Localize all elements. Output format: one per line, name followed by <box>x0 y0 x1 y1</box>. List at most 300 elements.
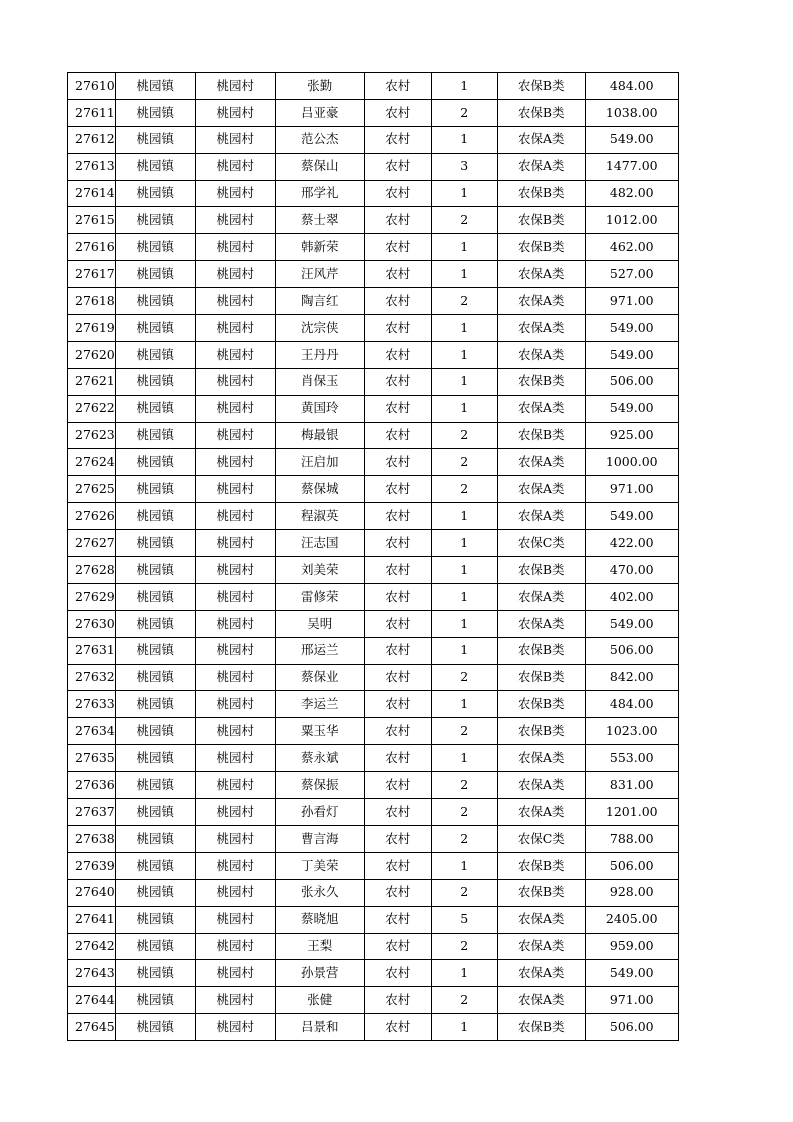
household-type-cell: 农村 <box>364 664 431 691</box>
village-cell: 桃园村 <box>195 664 275 691</box>
name-cell: 蔡晓旭 <box>275 906 364 933</box>
record-id-cell: 27620 <box>68 341 116 368</box>
member-count-cell: 2 <box>431 718 497 745</box>
town-cell: 桃园镇 <box>115 852 195 879</box>
town-cell: 桃园镇 <box>115 126 195 153</box>
member-count-cell: 2 <box>431 449 497 476</box>
amount-cell: 971.00 <box>585 288 678 315</box>
record-id-cell: 27615 <box>68 207 116 234</box>
household-type-cell: 农村 <box>364 1014 431 1041</box>
amount-cell: 482.00 <box>585 180 678 207</box>
town-cell: 桃园镇 <box>115 879 195 906</box>
table-row <box>68 73 679 100</box>
household-type-cell: 农村 <box>364 987 431 1014</box>
village-cell: 桃园村 <box>195 315 275 342</box>
amount-cell: 971.00 <box>585 987 678 1014</box>
town-cell: 桃园镇 <box>115 99 195 126</box>
household-type-cell: 农村 <box>364 610 431 637</box>
household-type-cell: 农村 <box>364 99 431 126</box>
table-row <box>68 637 679 664</box>
village-cell: 桃园村 <box>195 261 275 288</box>
town-cell: 桃园镇 <box>115 288 195 315</box>
table-row <box>68 395 679 422</box>
name-cell: 吕亚豪 <box>275 99 364 126</box>
table-row <box>68 825 679 852</box>
category-cell: 农保B类 <box>497 234 585 261</box>
category-cell: 农保A类 <box>497 799 585 826</box>
record-id-cell: 27640 <box>68 879 116 906</box>
name-cell: 韩新荣 <box>275 234 364 261</box>
household-type-cell: 农村 <box>364 153 431 180</box>
amount-cell: 959.00 <box>585 933 678 960</box>
village-cell: 桃园村 <box>195 799 275 826</box>
amount-cell: 527.00 <box>585 261 678 288</box>
category-cell: 农保B类 <box>497 691 585 718</box>
record-id-cell: 27621 <box>68 368 116 395</box>
town-cell: 桃园镇 <box>115 825 195 852</box>
record-id-cell: 27636 <box>68 772 116 799</box>
village-cell: 桃园村 <box>195 530 275 557</box>
member-count-cell: 1 <box>431 503 497 530</box>
village-cell: 桃园村 <box>195 557 275 584</box>
amount-cell: 462.00 <box>585 234 678 261</box>
village-cell: 桃园村 <box>195 1014 275 1041</box>
household-type-cell: 农村 <box>364 395 431 422</box>
name-cell: 王丹丹 <box>275 341 364 368</box>
name-cell: 孙景营 <box>275 960 364 987</box>
category-cell: 农保A类 <box>497 288 585 315</box>
amount-cell: 1000.00 <box>585 449 678 476</box>
table-row <box>68 368 679 395</box>
member-count-cell: 1 <box>431 583 497 610</box>
category-cell: 农保A类 <box>497 960 585 987</box>
table-row <box>68 987 679 1014</box>
town-cell: 桃园镇 <box>115 987 195 1014</box>
town-cell: 桃园镇 <box>115 799 195 826</box>
village-cell: 桃园村 <box>195 906 275 933</box>
village-cell: 桃园村 <box>195 395 275 422</box>
member-count-cell: 2 <box>431 933 497 960</box>
household-type-cell: 农村 <box>364 960 431 987</box>
household-type-cell: 农村 <box>364 422 431 449</box>
household-type-cell: 农村 <box>364 852 431 879</box>
category-cell: 农保A类 <box>497 315 585 342</box>
name-cell: 汪启加 <box>275 449 364 476</box>
category-cell: 农保A类 <box>497 583 585 610</box>
household-type-cell: 农村 <box>364 315 431 342</box>
table-row <box>68 261 679 288</box>
town-cell: 桃园镇 <box>115 261 195 288</box>
category-cell: 农保B类 <box>497 99 585 126</box>
household-type-cell: 农村 <box>364 234 431 261</box>
name-cell: 丁美荣 <box>275 852 364 879</box>
amount-cell: 971.00 <box>585 476 678 503</box>
member-count-cell: 1 <box>431 1014 497 1041</box>
name-cell: 邢学礼 <box>275 180 364 207</box>
table-row <box>68 933 679 960</box>
category-cell: 农保B类 <box>497 879 585 906</box>
household-type-cell: 农村 <box>364 637 431 664</box>
category-cell: 农保B类 <box>497 422 585 449</box>
amount-cell: 549.00 <box>585 395 678 422</box>
amount-cell: 549.00 <box>585 341 678 368</box>
record-id-cell: 27637 <box>68 799 116 826</box>
household-type-cell: 农村 <box>364 557 431 584</box>
amount-cell: 2405.00 <box>585 906 678 933</box>
amount-cell: 549.00 <box>585 126 678 153</box>
member-count-cell: 1 <box>431 341 497 368</box>
village-cell: 桃园村 <box>195 825 275 852</box>
table-row <box>68 557 679 584</box>
name-cell: 张永久 <box>275 879 364 906</box>
town-cell: 桃园镇 <box>115 960 195 987</box>
table-row <box>68 879 679 906</box>
member-count-cell: 2 <box>431 799 497 826</box>
name-cell: 张健 <box>275 987 364 1014</box>
member-count-cell: 1 <box>431 691 497 718</box>
record-id-cell: 27625 <box>68 476 116 503</box>
member-count-cell: 2 <box>431 664 497 691</box>
category-cell: 农保B类 <box>497 557 585 584</box>
category-cell: 农保B类 <box>497 207 585 234</box>
village-cell: 桃园村 <box>195 933 275 960</box>
table-row <box>68 1014 679 1041</box>
amount-cell: 1201.00 <box>585 799 678 826</box>
name-cell: 曹言海 <box>275 825 364 852</box>
category-cell: 农保A类 <box>497 126 585 153</box>
amount-cell: 506.00 <box>585 852 678 879</box>
town-cell: 桃园镇 <box>115 395 195 422</box>
category-cell: 农保B类 <box>497 180 585 207</box>
amount-cell: 402.00 <box>585 583 678 610</box>
table-row <box>68 664 679 691</box>
town-cell: 桃园镇 <box>115 718 195 745</box>
member-count-cell: 2 <box>431 987 497 1014</box>
amount-cell: 925.00 <box>585 422 678 449</box>
table-row <box>68 341 679 368</box>
household-type-cell: 农村 <box>364 503 431 530</box>
member-count-cell: 1 <box>431 73 497 100</box>
town-cell: 桃园镇 <box>115 449 195 476</box>
village-cell: 桃园村 <box>195 852 275 879</box>
record-id-cell: 27643 <box>68 960 116 987</box>
member-count-cell: 2 <box>431 422 497 449</box>
member-count-cell: 1 <box>431 368 497 395</box>
household-type-cell: 农村 <box>364 691 431 718</box>
data-table <box>67 72 679 1041</box>
record-id-cell: 27632 <box>68 664 116 691</box>
household-type-cell: 农村 <box>364 799 431 826</box>
member-count-cell: 2 <box>431 207 497 234</box>
table-row <box>68 422 679 449</box>
village-cell: 桃园村 <box>195 610 275 637</box>
record-id-cell: 27642 <box>68 933 116 960</box>
name-cell: 蔡士翠 <box>275 207 364 234</box>
table-row <box>68 503 679 530</box>
household-type-cell: 农村 <box>364 745 431 772</box>
record-id-cell: 27634 <box>68 718 116 745</box>
record-id-cell: 27627 <box>68 530 116 557</box>
village-cell: 桃园村 <box>195 503 275 530</box>
name-cell: 孙看灯 <box>275 799 364 826</box>
town-cell: 桃园镇 <box>115 933 195 960</box>
table-row <box>68 476 679 503</box>
table-row <box>68 772 679 799</box>
member-count-cell: 1 <box>431 234 497 261</box>
household-type-cell: 农村 <box>364 718 431 745</box>
town-cell: 桃园镇 <box>115 368 195 395</box>
amount-cell: 928.00 <box>585 879 678 906</box>
household-type-cell: 农村 <box>364 288 431 315</box>
record-id-cell: 27612 <box>68 126 116 153</box>
amount-cell: 842.00 <box>585 664 678 691</box>
member-count-cell: 1 <box>431 557 497 584</box>
household-type-cell: 农村 <box>364 879 431 906</box>
name-cell: 汪志国 <box>275 530 364 557</box>
name-cell: 蔡保业 <box>275 664 364 691</box>
name-cell: 蔡保城 <box>275 476 364 503</box>
village-cell: 桃园村 <box>195 180 275 207</box>
amount-cell: 1477.00 <box>585 153 678 180</box>
household-type-cell: 农村 <box>364 207 431 234</box>
name-cell: 张勤 <box>275 73 364 100</box>
town-cell: 桃园镇 <box>115 341 195 368</box>
household-type-cell: 农村 <box>364 126 431 153</box>
table-body <box>68 73 679 1041</box>
amount-cell: 1012.00 <box>585 207 678 234</box>
village-cell: 桃园村 <box>195 288 275 315</box>
category-cell: 农保A类 <box>497 153 585 180</box>
town-cell: 桃园镇 <box>115 153 195 180</box>
member-count-cell: 2 <box>431 99 497 126</box>
table-row <box>68 99 679 126</box>
table-row <box>68 153 679 180</box>
member-count-cell: 1 <box>431 261 497 288</box>
category-cell: 农保B类 <box>497 637 585 664</box>
amount-cell: 549.00 <box>585 960 678 987</box>
amount-cell: 1023.00 <box>585 718 678 745</box>
town-cell: 桃园镇 <box>115 772 195 799</box>
amount-cell: 549.00 <box>585 315 678 342</box>
record-id-cell: 27610 <box>68 73 116 100</box>
name-cell: 沈宗侠 <box>275 315 364 342</box>
village-cell: 桃园村 <box>195 745 275 772</box>
village-cell: 桃园村 <box>195 422 275 449</box>
household-type-cell: 农村 <box>364 825 431 852</box>
village-cell: 桃园村 <box>195 368 275 395</box>
amount-cell: 422.00 <box>585 530 678 557</box>
household-type-cell: 农村 <box>364 530 431 557</box>
amount-cell: 549.00 <box>585 610 678 637</box>
member-count-cell: 1 <box>431 315 497 342</box>
name-cell: 梅最银 <box>275 422 364 449</box>
table-row <box>68 449 679 476</box>
member-count-cell: 1 <box>431 610 497 637</box>
village-cell: 桃园村 <box>195 126 275 153</box>
name-cell: 吴明 <box>275 610 364 637</box>
table-row <box>68 315 679 342</box>
village-cell: 桃园村 <box>195 207 275 234</box>
town-cell: 桃园镇 <box>115 906 195 933</box>
category-cell: 农保A类 <box>497 476 585 503</box>
record-id-cell: 27629 <box>68 583 116 610</box>
record-id-cell: 27626 <box>68 503 116 530</box>
table-row <box>68 530 679 557</box>
member-count-cell: 1 <box>431 745 497 772</box>
record-id-cell: 27633 <box>68 691 116 718</box>
village-cell: 桃园村 <box>195 987 275 1014</box>
record-id-cell: 27645 <box>68 1014 116 1041</box>
town-cell: 桃园镇 <box>115 180 195 207</box>
record-id-cell: 27639 <box>68 852 116 879</box>
name-cell: 吕景和 <box>275 1014 364 1041</box>
amount-cell: 484.00 <box>585 73 678 100</box>
town-cell: 桃园镇 <box>115 503 195 530</box>
category-cell: 农保B类 <box>497 852 585 879</box>
household-type-cell: 农村 <box>364 906 431 933</box>
amount-cell: 506.00 <box>585 368 678 395</box>
household-type-cell: 农村 <box>364 476 431 503</box>
table-row <box>68 583 679 610</box>
town-cell: 桃园镇 <box>115 530 195 557</box>
member-count-cell: 1 <box>431 180 497 207</box>
category-cell: 农保A类 <box>497 772 585 799</box>
town-cell: 桃园镇 <box>115 691 195 718</box>
category-cell: 农保B类 <box>497 664 585 691</box>
name-cell: 李运兰 <box>275 691 364 718</box>
name-cell: 雷修荣 <box>275 583 364 610</box>
category-cell: 农保A类 <box>497 341 585 368</box>
category-cell: 农保A类 <box>497 395 585 422</box>
record-id-cell: 27623 <box>68 422 116 449</box>
table-row <box>68 745 679 772</box>
category-cell: 农保A类 <box>497 745 585 772</box>
household-type-cell: 农村 <box>364 583 431 610</box>
village-cell: 桃园村 <box>195 772 275 799</box>
amount-cell: 549.00 <box>585 503 678 530</box>
category-cell: 农保C类 <box>497 530 585 557</box>
village-cell: 桃园村 <box>195 718 275 745</box>
category-cell: 农保A类 <box>497 610 585 637</box>
amount-cell: 553.00 <box>585 745 678 772</box>
household-type-cell: 农村 <box>364 341 431 368</box>
table-row <box>68 691 679 718</box>
amount-cell: 470.00 <box>585 557 678 584</box>
town-cell: 桃园镇 <box>115 583 195 610</box>
town-cell: 桃园镇 <box>115 73 195 100</box>
town-cell: 桃园镇 <box>115 234 195 261</box>
village-cell: 桃园村 <box>195 73 275 100</box>
record-id-cell: 27616 <box>68 234 116 261</box>
record-id-cell: 27631 <box>68 637 116 664</box>
record-id-cell: 27614 <box>68 180 116 207</box>
member-count-cell: 3 <box>431 153 497 180</box>
record-id-cell: 27628 <box>68 557 116 584</box>
table-row <box>68 288 679 315</box>
record-id-cell: 27635 <box>68 745 116 772</box>
member-count-cell: 1 <box>431 960 497 987</box>
name-cell: 黄国玲 <box>275 395 364 422</box>
town-cell: 桃园镇 <box>115 637 195 664</box>
household-type-cell: 农村 <box>364 449 431 476</box>
village-cell: 桃园村 <box>195 691 275 718</box>
member-count-cell: 2 <box>431 288 497 315</box>
name-cell: 范公杰 <box>275 126 364 153</box>
name-cell: 王梨 <box>275 933 364 960</box>
name-cell: 陶言红 <box>275 288 364 315</box>
town-cell: 桃园镇 <box>115 476 195 503</box>
record-id-cell: 27641 <box>68 906 116 933</box>
amount-cell: 506.00 <box>585 1014 678 1041</box>
village-cell: 桃园村 <box>195 960 275 987</box>
record-id-cell: 27622 <box>68 395 116 422</box>
category-cell: 农保C类 <box>497 825 585 852</box>
table-row <box>68 906 679 933</box>
village-cell: 桃园村 <box>195 99 275 126</box>
record-id-cell: 27618 <box>68 288 116 315</box>
amount-cell: 788.00 <box>585 825 678 852</box>
category-cell: 农保A类 <box>497 503 585 530</box>
village-cell: 桃园村 <box>195 637 275 664</box>
name-cell: 蔡永斌 <box>275 745 364 772</box>
town-cell: 桃园镇 <box>115 610 195 637</box>
amount-cell: 506.00 <box>585 637 678 664</box>
member-count-cell: 2 <box>431 476 497 503</box>
household-type-cell: 农村 <box>364 180 431 207</box>
name-cell: 肖保玉 <box>275 368 364 395</box>
household-type-cell: 农村 <box>364 772 431 799</box>
village-cell: 桃园村 <box>195 153 275 180</box>
record-id-cell: 27617 <box>68 261 116 288</box>
member-count-cell: 1 <box>431 637 497 664</box>
member-count-cell: 2 <box>431 825 497 852</box>
name-cell: 程淑英 <box>275 503 364 530</box>
category-cell: 农保A类 <box>497 906 585 933</box>
town-cell: 桃园镇 <box>115 664 195 691</box>
town-cell: 桃园镇 <box>115 207 195 234</box>
household-type-cell: 农村 <box>364 261 431 288</box>
table-row <box>68 960 679 987</box>
amount-cell: 831.00 <box>585 772 678 799</box>
village-cell: 桃园村 <box>195 449 275 476</box>
town-cell: 桃园镇 <box>115 1014 195 1041</box>
member-count-cell: 5 <box>431 906 497 933</box>
household-type-cell: 农村 <box>364 73 431 100</box>
member-count-cell: 1 <box>431 852 497 879</box>
member-count-cell: 1 <box>431 530 497 557</box>
record-id-cell: 27611 <box>68 99 116 126</box>
category-cell: 农保B类 <box>497 368 585 395</box>
table-row <box>68 852 679 879</box>
table-row <box>68 207 679 234</box>
amount-cell: 484.00 <box>585 691 678 718</box>
name-cell: 粟玉华 <box>275 718 364 745</box>
member-count-cell: 2 <box>431 879 497 906</box>
village-cell: 桃园村 <box>195 583 275 610</box>
table-row <box>68 126 679 153</box>
category-cell: 农保A类 <box>497 987 585 1014</box>
member-count-cell: 1 <box>431 395 497 422</box>
name-cell: 蔡保山 <box>275 153 364 180</box>
village-cell: 桃园村 <box>195 476 275 503</box>
name-cell: 邢运兰 <box>275 637 364 664</box>
category-cell: 农保B类 <box>497 73 585 100</box>
amount-cell: 1038.00 <box>585 99 678 126</box>
table-row <box>68 718 679 745</box>
category-cell: 农保B类 <box>497 718 585 745</box>
town-cell: 桃园镇 <box>115 315 195 342</box>
category-cell: 农保A类 <box>497 261 585 288</box>
